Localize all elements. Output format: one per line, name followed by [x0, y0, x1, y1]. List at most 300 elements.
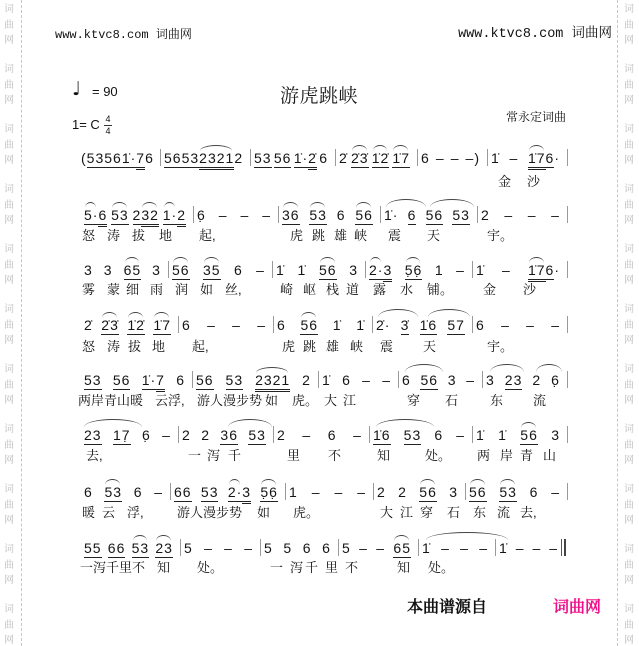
lyric: 雄 [334, 228, 348, 243]
beat [207, 318, 216, 334]
beat [84, 263, 93, 279]
watermark-char: 网 [4, 275, 14, 286]
measure [479, 208, 565, 226]
beat [502, 263, 511, 279]
measure [194, 373, 316, 391]
watermark-char: 词 [4, 604, 14, 615]
beat [486, 373, 495, 389]
beat [84, 318, 93, 334]
final-barline-thick [564, 539, 566, 556]
note-group: 53 [452, 207, 470, 223]
bar-line [273, 316, 274, 333]
source-site-logo: 词曲网 [553, 599, 602, 616]
watermark-char: 词 [4, 184, 14, 195]
lyric: 穿 [407, 393, 421, 408]
lyric: 沙 [527, 174, 541, 189]
lyric: 露 [373, 282, 387, 297]
beat [164, 151, 182, 168]
beat [460, 541, 469, 557]
note-group: – [353, 427, 362, 443]
note-group: 66 [174, 484, 192, 500]
note-group: 5· [84, 207, 99, 223]
measure [367, 263, 470, 281]
lyric: 知 [397, 560, 411, 575]
bar-line [170, 483, 171, 500]
beat [220, 428, 238, 445]
beat [398, 485, 407, 501]
note-group: – [479, 540, 488, 556]
beat [337, 208, 346, 224]
beat [302, 373, 311, 389]
beat [479, 541, 488, 557]
note-group: 2 [234, 150, 244, 166]
watermark-char: 词 [624, 4, 634, 15]
beat [257, 318, 266, 334]
bar-line [380, 206, 381, 223]
bar-line [373, 483, 374, 500]
lyric: 青 [520, 448, 534, 463]
beat [357, 485, 366, 501]
lyric: 涛 [107, 339, 121, 354]
bar-line [178, 426, 179, 443]
note-group: 56 [273, 150, 292, 166]
beat [133, 208, 159, 227]
note-group: 56 [469, 484, 487, 500]
measure [280, 208, 378, 226]
note-group: 57 [447, 317, 465, 333]
note-group: 3 [383, 263, 392, 282]
lyric: 润 [175, 282, 189, 297]
bar-line [260, 539, 261, 556]
slur-arc [428, 309, 470, 317]
bar-line [365, 261, 366, 278]
measure [320, 373, 396, 391]
note-group: 5̣6̣ [260, 484, 278, 500]
measure [180, 428, 271, 446]
note-group: – [357, 484, 366, 500]
lyric: 震 [388, 228, 402, 243]
note-group: 6 [336, 207, 346, 223]
beat [551, 428, 560, 444]
note-group: – [551, 484, 560, 500]
beat [509, 151, 518, 167]
watermark-char: 词 [624, 544, 634, 555]
note-group: 1̇ [422, 540, 431, 556]
note-group: 1 [434, 262, 444, 278]
measure [382, 208, 475, 226]
note-group: 2̇3̇ [101, 317, 119, 333]
measure [262, 541, 336, 559]
lyric: 天 [427, 228, 441, 243]
measure [474, 428, 565, 446]
lyric: 铺。 [427, 282, 454, 297]
measure [371, 428, 470, 446]
lyric: 浮, [127, 505, 144, 520]
beat [152, 263, 161, 279]
lyric: 暖 [82, 505, 96, 520]
beat [201, 485, 219, 502]
beat [199, 151, 234, 170]
note-group: 2 [201, 427, 210, 443]
lyric: 流 [533, 393, 547, 408]
note-group: 56 [112, 372, 131, 388]
beat [421, 151, 430, 167]
note-group: 3 [349, 262, 358, 278]
watermark-char: 曲 [4, 139, 14, 151]
bar-line [178, 316, 179, 333]
beat [204, 541, 213, 557]
beat [408, 208, 417, 225]
note-group: 3 [242, 485, 251, 504]
note-group: 56 [318, 262, 337, 278]
note-group: 55 [84, 540, 102, 556]
measure [467, 485, 565, 503]
note-group: – [204, 540, 213, 556]
beat [449, 485, 458, 501]
lyric: 峡 [354, 228, 368, 243]
bar-line [338, 539, 339, 556]
beat [155, 541, 173, 558]
note-group: 2 [398, 484, 407, 500]
beat [84, 373, 102, 390]
note-group: 1̇6 [419, 317, 438, 333]
beat [132, 541, 150, 558]
note-group: 6 [98, 208, 107, 227]
note-group: 35 [202, 262, 221, 278]
lyric: 流 [497, 505, 511, 520]
beat [182, 151, 200, 168]
watermark-char: 网 [624, 95, 634, 106]
note-group: 56 [300, 317, 319, 333]
note-group: – [527, 207, 537, 223]
note-group: – [244, 540, 253, 556]
note-group: 6 [133, 484, 143, 500]
note-group: 36 [282, 207, 300, 223]
watermark-char: 曲 [624, 319, 634, 331]
measure [375, 485, 463, 503]
watermark-char: 曲 [624, 139, 634, 151]
lyric: 云 [155, 393, 169, 408]
beat [448, 373, 457, 389]
note-group: – [456, 427, 465, 443]
lyric: 东 [473, 505, 487, 520]
lyric: 崎 [280, 282, 294, 297]
note-group: – [441, 540, 450, 556]
beat [154, 485, 163, 501]
beat [127, 318, 145, 335]
note-group: 36 [220, 427, 238, 443]
watermark-char: 网 [4, 35, 14, 46]
bar-line [180, 539, 181, 556]
beat [145, 151, 154, 167]
watermark-char: 曲 [624, 379, 634, 391]
beat [319, 151, 328, 167]
note-group: 2 [277, 427, 286, 443]
beat [402, 373, 411, 389]
lyric: 山 [543, 448, 557, 463]
watermark-char: 词 [624, 244, 634, 255]
beat [434, 428, 443, 444]
note-group: 1̇ [332, 317, 342, 333]
note-group: 1̇6 [373, 427, 391, 443]
watermark-char: 曲 [4, 19, 14, 31]
lyric: 大 [324, 393, 338, 408]
watermark-char: 网 [624, 395, 634, 406]
note-group: 23 [504, 372, 523, 388]
measure [180, 318, 271, 336]
lyric: 地 [159, 228, 173, 243]
site-url-left: www.ktvc8.com 词曲网 [55, 28, 192, 42]
measure [474, 263, 565, 281]
note-group: 3 [152, 262, 161, 278]
beat [226, 373, 244, 390]
note-group: – [362, 372, 371, 388]
bar-line [369, 426, 370, 443]
beat [182, 428, 191, 444]
beat [277, 318, 286, 334]
watermark-char: 词 [4, 124, 14, 135]
beat [476, 428, 485, 444]
beat [456, 263, 465, 279]
note-group: 6 [402, 372, 411, 388]
note-group: 1· [162, 207, 178, 223]
slur-arc [426, 532, 508, 540]
watermark-char: 曲 [624, 19, 634, 31]
note-group: 32 [141, 208, 159, 227]
measure [195, 208, 276, 226]
note-group: 3̇ [400, 317, 410, 333]
bar-line [567, 149, 568, 166]
beat [334, 485, 343, 501]
note-group: 66 [107, 540, 126, 556]
beat [532, 373, 541, 389]
measure [82, 541, 178, 559]
note-group: – [532, 540, 542, 556]
measure [420, 541, 493, 559]
beat [393, 541, 411, 558]
note-group: – [262, 207, 271, 223]
note-group: 1̇ [498, 427, 507, 443]
beat [456, 428, 465, 444]
watermark-char: 曲 [4, 619, 14, 631]
beat [224, 541, 233, 557]
watermark-char: 词 [4, 244, 14, 255]
lyric: 去, [520, 505, 537, 520]
note-group: 5̣6̣ [404, 262, 423, 278]
note-group: 53 [86, 150, 105, 166]
beat [264, 541, 273, 557]
measure [79, 151, 158, 169]
beat [163, 208, 186, 227]
lyric: 涛 [107, 228, 121, 243]
watermark-char: 曲 [4, 199, 14, 211]
measure [337, 151, 415, 169]
bar-line [472, 261, 473, 278]
note-group: – [218, 207, 228, 223]
note-group: 6 [342, 372, 351, 388]
note-group: 5 [342, 540, 351, 556]
beat [81, 151, 104, 168]
beat [289, 485, 298, 501]
note-group: 6 [84, 484, 93, 500]
note-group: – [240, 207, 250, 223]
lyric: 泻 [207, 448, 221, 463]
note-group: – [501, 262, 511, 278]
watermark-char: 词 [624, 304, 634, 315]
measure [489, 151, 565, 169]
note-group: 6 [434, 427, 444, 443]
lyric: 雾 [82, 282, 96, 297]
lyric: 游人漫步势 [177, 505, 243, 520]
measure [374, 318, 470, 336]
watermark-char: 网 [624, 515, 634, 526]
note-group: 53 [131, 540, 150, 556]
beat [499, 541, 508, 557]
note-group: 53 [84, 372, 102, 388]
measure [82, 373, 190, 391]
slur-arc [376, 419, 434, 427]
note-group: 5 [283, 540, 293, 556]
lyric: 一 [188, 448, 202, 463]
watermark-char: 词 [624, 424, 634, 435]
measure [170, 263, 270, 281]
watermark-char: 网 [4, 515, 14, 526]
beat [134, 485, 143, 501]
beat [476, 263, 485, 279]
time-signature-bottom: 4 [105, 126, 111, 136]
beat [240, 208, 249, 224]
note-group: – [509, 150, 519, 166]
beat [466, 151, 480, 167]
note-group: 56 [164, 150, 182, 166]
bar-line [318, 371, 319, 388]
lyric: 去, [86, 448, 103, 463]
watermark-char: 曲 [624, 559, 634, 571]
note-group: – [456, 262, 465, 278]
beat [342, 541, 351, 557]
watermark-char: 词 [4, 484, 14, 495]
note-group: 23 [84, 427, 102, 443]
lyric: 虎。 [293, 505, 320, 520]
beat [419, 485, 437, 502]
beat [451, 151, 460, 167]
note-group: – [257, 317, 266, 333]
beat [373, 428, 391, 445]
measure [400, 373, 480, 391]
beat [234, 151, 243, 167]
note-group: 6 [529, 484, 539, 500]
beat [328, 428, 337, 444]
beat [447, 318, 465, 335]
note-group: 1̇ [322, 372, 331, 388]
beat [436, 151, 445, 167]
watermark-char: 网 [624, 455, 634, 466]
measure [474, 318, 565, 336]
note-group: 2 [182, 427, 191, 443]
note-group: 5 [184, 540, 193, 556]
lyric: 虎 [282, 339, 296, 354]
beat [499, 485, 517, 502]
watermark-char: 曲 [4, 439, 14, 451]
beat [104, 151, 122, 168]
lyric: 里 [287, 448, 301, 463]
lyric: 千 [305, 560, 319, 575]
beat [104, 485, 122, 502]
bar-line [398, 371, 399, 388]
lyric: 跳 [312, 228, 326, 243]
watermark-char: 网 [624, 155, 634, 166]
watermark-char: 网 [4, 215, 14, 226]
lyric: 岖 [303, 282, 317, 297]
bar-line [477, 206, 478, 223]
note-group: 3 [447, 372, 457, 388]
lyric: 泻 [290, 560, 304, 575]
beat [322, 541, 331, 557]
note-group: 1̇· [384, 207, 399, 223]
beat [276, 263, 285, 279]
beat [113, 373, 131, 390]
note-group: 6 [176, 372, 185, 388]
note-group: 1̇· [141, 372, 157, 388]
note-group: – [154, 484, 163, 500]
bar-line [278, 206, 279, 223]
measure [419, 151, 485, 169]
note-group: 23 [155, 540, 173, 556]
measure [274, 263, 363, 281]
beat [505, 373, 523, 390]
lyric: 宇。 [487, 228, 514, 243]
beat [382, 373, 391, 389]
beat [297, 263, 306, 279]
note-group: 3 [486, 372, 495, 388]
bar-line [567, 426, 568, 443]
beat [84, 541, 102, 558]
lyric: 如 [265, 393, 279, 408]
note-group: 53 [309, 207, 327, 223]
bar-line [335, 149, 336, 166]
note-group: 6 [233, 262, 243, 278]
bar-line [193, 206, 194, 223]
note-group: 6 [182, 317, 191, 333]
beat [355, 208, 373, 225]
note-group: – [501, 317, 510, 333]
note-group: 53 [248, 427, 266, 443]
beat [420, 373, 438, 390]
note-group: – [515, 540, 525, 556]
watermark-char: 词 [4, 544, 14, 555]
beat [516, 541, 525, 557]
note-group: – [435, 150, 445, 166]
note-group: – [256, 262, 265, 278]
beat [303, 541, 312, 557]
note-group: – [376, 540, 386, 556]
beat [182, 318, 191, 334]
beat [376, 318, 390, 334]
lyric: 沙 [523, 282, 537, 297]
lyric: 起, [199, 228, 216, 243]
note-group: 65 [123, 262, 142, 278]
bar-line [482, 371, 483, 388]
watermark-char: 词 [4, 64, 14, 75]
beat [108, 541, 126, 558]
quarter-note-icon: ♩ [72, 78, 81, 100]
beat [359, 541, 368, 557]
note-group: 6 [545, 262, 555, 278]
beat [384, 208, 398, 224]
note-group: 56 [420, 372, 439, 388]
beat [476, 318, 485, 334]
watermark-char: 曲 [624, 259, 634, 271]
